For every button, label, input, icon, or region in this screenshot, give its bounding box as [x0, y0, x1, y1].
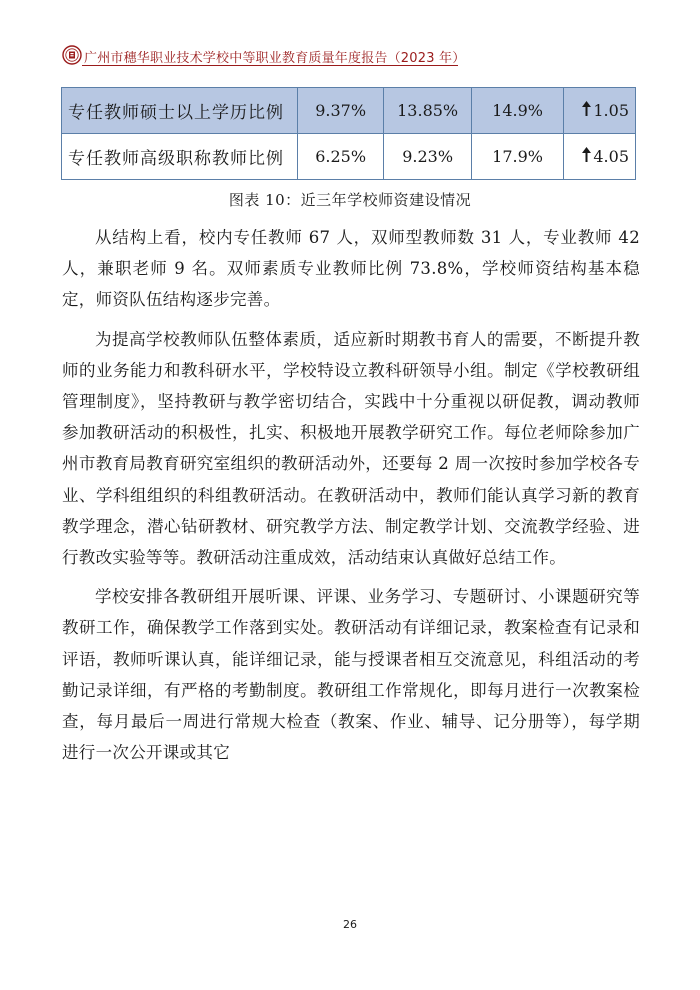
cell-value: 13.85%: [384, 88, 472, 134]
row-label: 专任教师高级职称教师比例: [62, 134, 298, 180]
cell-value: 14.9%: [472, 88, 564, 134]
up-arrow-icon: [582, 147, 591, 166]
cell-value: 17.9%: [472, 134, 564, 180]
cell-value: 6.25%: [298, 134, 384, 180]
teacher-stats-table: [61, 87, 636, 180]
school-seal-icon: [62, 45, 82, 65]
table-row: [62, 134, 636, 180]
cell-change: [563, 134, 635, 180]
paragraph: 从结构上看，校内专任教师 67 人，双师型教师数 31 人，专业教师 42 人，兼职老师 9 名。双师素质专业教师比例 73.8%，学校师资结构基本稳定，师资队伍结构逐步完善。: [62, 228, 640, 310]
page-header: [62, 44, 466, 68]
table-caption: 图表 10：近三年学校师资建设情况: [228, 191, 472, 209]
header-divider: [82, 65, 458, 66]
header-title: 广州市穗华职业技术学校中等职业教育质量年度报告（2023 年）: [84, 51, 466, 66]
table-row: [62, 88, 636, 134]
body-text: [62, 222, 640, 776]
change-value: 4.05: [593, 147, 629, 166]
paragraph: 为提高学校教师队伍整体素质，适应新时期教书育人的需要，不断提升教师的业务能力和教科研水平，学校特设立教科研领导小组。制定《学校教研组管理制度》，坚持教研与教学密切结合，实践中十分重视以研促教，调动教师参加教研活动的积极性，扎实、积极地开展教学研究工作。每位老师除参加广州市教育局教育研究室组织的教研活动外，还要每 2 周一次按时参加学校各专业、学科组组织的科组教研活动。在教研活动中，教师们能认真学习新的教育教学理念，潜心钻研教材、研究教学方法、制定教学计划、交流教学经验、进行教改实验等等。教研活动注重成效，活动结束认真做好总结工作。: [62, 329, 640, 568]
cell-value: 9.37%: [298, 88, 384, 134]
cell-value: 9.23%: [384, 134, 472, 180]
row-label: 专任教师硕士以上学历比例: [62, 88, 298, 134]
up-arrow-icon: [582, 101, 591, 120]
cell-change: [563, 88, 635, 134]
paragraph: 学校安排各教研组开展听课、评课、业务学习、专题研讨、小课题研究等教研工作，确保教学工作落到实处。教研活动有详细记录，教案检查有记录和评语，教师听课认真，能详细记录，能与授课者相互交流意见，科组活动的考勤记录详细，有严格的考勤制度。教研组工作常规化，即每月进行一次教案检查，每月最后一周进行常规大检查（教案、作业、辅导、记分册等），每学期进行一次公开课或其它: [62, 587, 640, 763]
page-number: 26: [343, 918, 357, 931]
change-value: 1.05: [593, 101, 629, 120]
